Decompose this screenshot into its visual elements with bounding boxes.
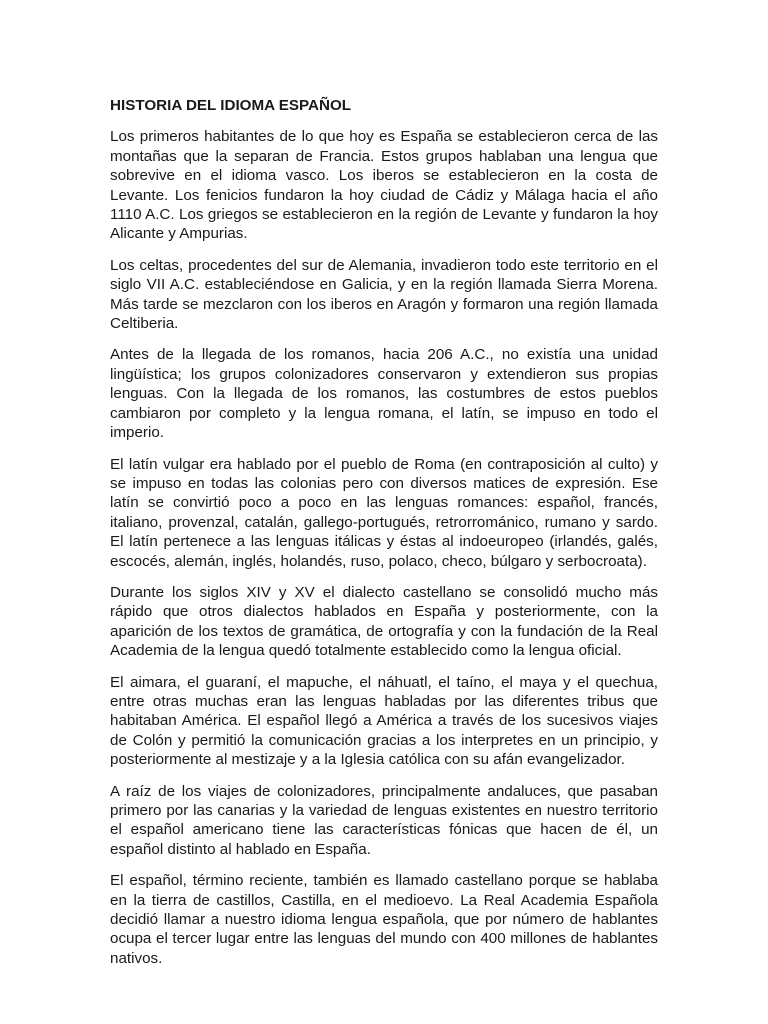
paragraph-8: El español, término reciente, también es llamado castellano porque se hablaba en la tierra de castillos, Castilla, en el medioevo. La Real Academia Española decidió llamar a nuestro idioma lengua española, que por número de hablantes ocupa el tercer lugar entre las lenguas del mundo con 400 millones de hablantes nativos. <box>110 872 658 967</box>
paragraph-5: Durante los siglos XIV y XV el dialecto castellano se consolidó mucho más rápido que otros dialectos hablados en España y posteriormente, con la aparición de los textos de gramática, de ortografía y con la fundación de la Real Academia de la lengua quedó totalmente establecido como la lengua oficial. <box>110 583 658 660</box>
paragraph-6: El aimara, el guaraní, el mapuche, el náhuatl, el taíno, el maya y el quechua, entre otras muchas eran las lenguas habladas por las diferentes tribus que habitaban América. El español llegó a América a través de los sucesivos viajes de Colón y permitió la comunicación gracias a los interpretes en un principio, y posteriormente al mestizaje y a la Iglesia católica con su afán evangelizador. <box>110 673 658 769</box>
document-page <box>110 96 658 980</box>
document-title: HISTORIA DEL IDIOMA ESPAÑOL <box>110 97 352 114</box>
paragraph-2: Los celtas, procedentes del sur de Alemania, invadieron todo este territorio en el siglo VII A.C. estableciéndose en Galicia, y en la región llamada Sierra Morena. Más tarde se mezclaron con los iberos en Aragón y formaron una región llamada Celtiberia. <box>110 256 658 333</box>
paragraph-1: Los primeros habitantes de lo que hoy es España se establecieron cerca de las montañas que la separan de Francia. Estos grupos hablaban una lengua que sobrevive en el idioma vasco. Los iberos se establecieron en la costa de Levante. Los fenicios fundaron la hoy ciudad de Cádiz y Málaga hacia el año 1110 A.C. Los griegos se establecieron en la región de Levante y fundaron la hoy Alicante y Ampurias. <box>110 128 658 243</box>
paragraph-3: Antes de la llegada de los romanos, hacia 206 A.C., no existía una unidad lingüística; los grupos colonizadores conservaron y extendieron sus propias lenguas. Con la llegada de los romanos, las costumbres de estos pueblos cambiaron por completo y la lengua romana, el latín, se impuso en todo el imperio. <box>110 346 658 442</box>
paragraph-4: El latín vulgar era hablado por el pueblo de Roma (en contraposición al culto) y se impuso en todas las colonias pero con diversos matices de expresión. Ese latín se convirtió poco a poco en las lenguas romances: español, francés, italiano, provenzal, catalán, gallego-portugués, retrorrománico, rumano y sardo. El latín pertenece a las lenguas itálicas y éstas al indoeuropeo (irlandés, galés, escocés, alemán, inglés, holandés, ruso, polaco, checo, búlgaro y serbocroata). <box>110 455 658 570</box>
paragraph-7: A raíz de los viajes de colonizadores, principalmente andaluces, que pasaban primero por las canarias y la variedad de lenguas existentes en nuestro territorio el español americano tiene las características fónicas que hacen de él, un español distinto al hablado en España. <box>110 782 658 858</box>
